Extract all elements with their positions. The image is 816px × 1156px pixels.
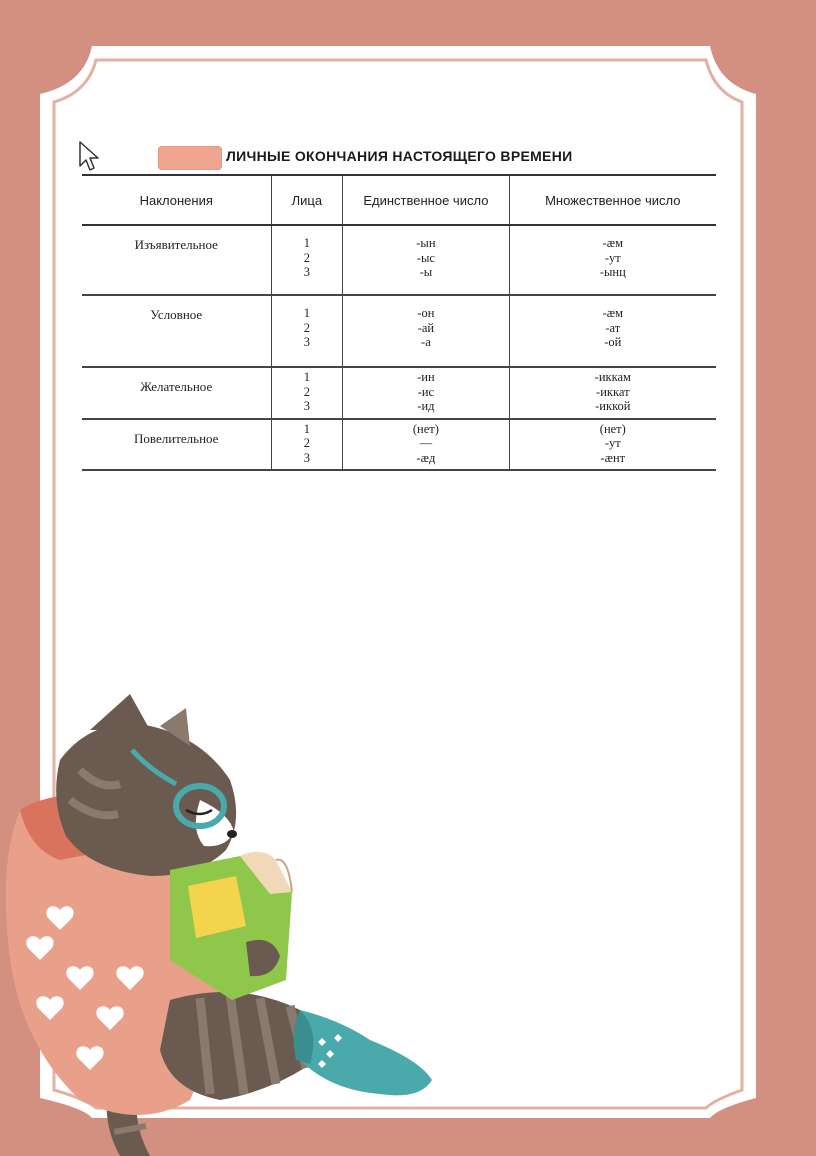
- header-singular: Единственное число: [343, 175, 509, 225]
- person-cell: [271, 367, 343, 419]
- title-highlight-mark: [158, 146, 222, 170]
- table-header-row: [82, 175, 716, 225]
- header-person: Лица: [271, 175, 343, 225]
- plural-3: -ынц: [599, 265, 626, 279]
- person-1: 1: [303, 370, 310, 384]
- person-2: 2: [303, 320, 310, 335]
- plural-2: -ут: [604, 250, 621, 265]
- person-3: 3: [303, 399, 310, 413]
- singular-cell: [343, 419, 509, 471]
- table-row: [82, 367, 716, 419]
- person-cell: [271, 225, 343, 295]
- table-row: [82, 225, 716, 295]
- plural-1: -иккам: [594, 370, 631, 384]
- singular-1: (нет): [412, 421, 439, 436]
- singular-2: -ыс: [416, 250, 435, 265]
- plural-1: -æм: [602, 236, 623, 250]
- plural-1: -æм: [602, 306, 623, 320]
- mood-cell: [82, 419, 271, 471]
- plural-cell: [509, 419, 716, 471]
- table-row: [82, 295, 716, 367]
- plural-3: -æнт: [600, 450, 626, 465]
- singular-2: -ис: [417, 384, 435, 399]
- mood-label: Желательное: [140, 379, 213, 394]
- singular-2: —: [419, 436, 433, 450]
- mood-cell: [82, 225, 271, 295]
- person-1: 1: [303, 306, 310, 320]
- cat-illustration: [0, 680, 460, 1156]
- mood-label: Условное: [150, 307, 203, 322]
- endings-table: [82, 174, 716, 471]
- singular-1: -он: [417, 306, 435, 320]
- plural-3: -ой: [604, 335, 622, 349]
- singular-cell: [343, 225, 509, 295]
- singular-1: -ын: [416, 236, 436, 250]
- person-2: 2: [303, 384, 310, 399]
- person-cell: [271, 419, 343, 471]
- singular-3: -ы: [419, 265, 433, 279]
- singular-3: -а: [421, 335, 431, 349]
- plural-cell: [509, 367, 716, 419]
- person-2: 2: [303, 436, 310, 450]
- mood-cell: [82, 295, 271, 367]
- header-plural: Множественное число: [509, 175, 716, 225]
- plural-cell: [509, 295, 716, 367]
- singular-cell: [343, 295, 509, 367]
- mood-label: Повелительное: [134, 430, 219, 446]
- person-3: 3: [303, 335, 310, 349]
- person-1: 1: [303, 236, 310, 250]
- singular-3: -æд: [416, 450, 436, 465]
- header-mood: Наклонения: [82, 175, 271, 225]
- table-row: [82, 419, 716, 471]
- plural-2: -иккат: [596, 384, 630, 399]
- mood-label: Изъявительное: [134, 237, 218, 252]
- person-2: 2: [303, 250, 310, 265]
- person-3: 3: [303, 265, 310, 279]
- singular-2: -ай: [417, 320, 435, 335]
- singular-cell: [343, 367, 509, 419]
- document-title: ЛИЧНЫЕ ОКОНЧАНИЯ НАСТОЯЩЕГО ВРЕМЕНИ: [226, 148, 573, 164]
- person-3: 3: [303, 450, 310, 465]
- person-cell: [271, 295, 343, 367]
- cursor-arrow-icon: [78, 140, 100, 172]
- plural-1: (нет): [599, 421, 626, 436]
- singular-1: -ин: [417, 370, 435, 384]
- person-1: 1: [303, 421, 310, 436]
- plural-3: -иккой: [595, 399, 631, 413]
- plural-2: -ат: [605, 320, 621, 335]
- plural-cell: [509, 225, 716, 295]
- mood-cell: [82, 367, 271, 419]
- singular-3: -ид: [417, 399, 435, 413]
- plural-2: -ут: [604, 436, 621, 450]
